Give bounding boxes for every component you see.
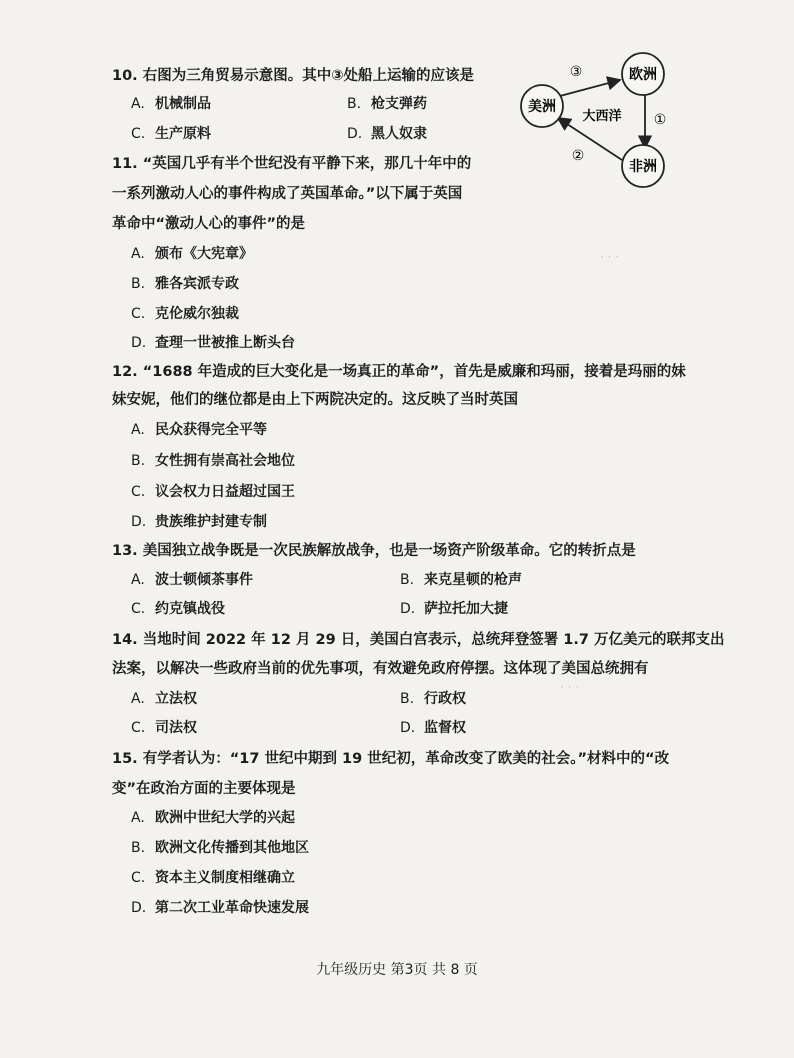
option-letter: B. — [400, 572, 415, 588]
q12-option-c[interactable] — [131, 482, 295, 502]
q12-option-b[interactable] — [131, 451, 295, 471]
option-letter: B. — [131, 276, 146, 292]
q11-stem-line-1: 11. “英国几乎有半个世纪没有平静下来，那几十年中的 — [112, 156, 472, 172]
option-letter: C. — [131, 720, 146, 736]
node-africa-label: 非洲 — [629, 159, 657, 175]
option-text: 贵族维护封建专制 — [155, 514, 267, 530]
option-letter: B. — [131, 453, 146, 469]
q15-option-d[interactable] — [131, 898, 309, 918]
option-letter: D. — [400, 720, 416, 736]
option-text: 行政权 — [424, 691, 466, 707]
option-letter: D. — [400, 601, 416, 617]
triangle-trade-diagram — [510, 52, 680, 192]
q11-option-d[interactable] — [131, 333, 295, 353]
q11-stem-line-2: 一系列激动人心的事件构成了英国革命。”以下属于英国 — [112, 186, 463, 202]
q10-option-c[interactable] — [131, 124, 211, 144]
node-america-label: 美洲 — [528, 99, 556, 115]
route-arrow-3 — [560, 80, 620, 96]
q14-option-a[interactable] — [131, 689, 197, 709]
route-mark-1: ① — [653, 112, 667, 128]
q14-option-c[interactable] — [131, 718, 197, 738]
q12-stem-line-2: 妹安妮，他们的继位都是由上下两院决定的。这反映了当时英国 — [112, 392, 518, 408]
q15-stem-line-2: 变”在政治方面的主要体现是 — [112, 781, 296, 797]
node-europe-label: 欧洲 — [629, 67, 657, 83]
q14-option-d[interactable] — [400, 718, 466, 738]
option-text: 监督权 — [424, 720, 466, 736]
option-letter: C. — [131, 601, 146, 617]
option-letter: A. — [131, 246, 145, 262]
option-text: 第二次工业革命快速发展 — [155, 900, 309, 916]
option-text: 克伦威尔独裁 — [155, 306, 239, 322]
q13-option-d[interactable] — [400, 599, 508, 619]
option-text: 欧洲中世纪大学的兴起 — [155, 810, 295, 826]
q15-option-b[interactable] — [131, 838, 309, 858]
q10-option-b[interactable] — [347, 94, 427, 114]
route-mark-2: ② — [571, 148, 585, 164]
option-text: 查理一世被推上断头台 — [155, 335, 295, 351]
option-letter: B. — [347, 96, 362, 112]
q11-option-b[interactable] — [131, 274, 239, 294]
option-letter: C. — [131, 306, 146, 322]
option-text: 黑人奴隶 — [371, 126, 427, 142]
bleed-through-text: · · · — [600, 250, 620, 264]
option-text: 枪支弹药 — [371, 96, 427, 112]
q10-stem: 10. 右图为三角贸易示意图。其中③处船上运输的应该是 — [112, 68, 475, 84]
page-footer: 九年级历史 第3页 共 8 页 — [316, 962, 478, 978]
q14-option-b[interactable] — [400, 689, 466, 709]
option-letter: A. — [131, 572, 145, 588]
q11-option-a[interactable] — [131, 244, 253, 264]
option-letter: C. — [131, 484, 146, 500]
q15-option-c[interactable] — [131, 868, 295, 888]
q13-option-b[interactable] — [400, 570, 522, 590]
q14-stem-line-2: 法案，以解决一些政府当前的优先事项，有效避免政府停摆。这体现了美国总统拥有 — [112, 661, 649, 677]
option-text: 萨拉托加大捷 — [424, 601, 508, 617]
q11-stem-line-3: 革命中“激动人心的事件”的是 — [112, 216, 306, 232]
option-letter: D. — [131, 514, 147, 530]
ocean-label: 大西洋 — [582, 109, 622, 124]
option-letter: A. — [131, 422, 145, 438]
option-text: 雅各宾派专政 — [155, 276, 239, 292]
q13-option-c[interactable] — [131, 599, 225, 619]
option-text: 欧洲文化传播到其他地区 — [155, 840, 309, 856]
option-text: 司法权 — [155, 720, 197, 736]
option-letter: D. — [131, 335, 147, 351]
option-text: 议会权力日益超过国王 — [155, 484, 295, 500]
route-arrow-2 — [558, 118, 622, 160]
option-letter: A. — [131, 691, 145, 707]
q11-option-c[interactable] — [131, 304, 239, 324]
q12-stem-line-1: 12. “1688 年造成的巨大变化是一场真正的革命”，首先是威廉和玛丽，接着是玛丽的妹 — [112, 364, 686, 380]
option-letter: C. — [131, 126, 146, 142]
option-letter: D. — [347, 126, 363, 142]
q10-option-d[interactable] — [347, 124, 427, 144]
option-text: 女性拥有崇高社会地位 — [155, 453, 295, 469]
option-letter: B. — [131, 840, 146, 856]
option-text: 颁布《大宪章》 — [155, 246, 253, 262]
option-text: 民众获得完全平等 — [155, 422, 267, 438]
option-text: 波士顿倾茶事件 — [155, 572, 253, 588]
bleed-through-text: · · · — [560, 680, 580, 694]
q14-stem-line-1: 14. 当地时间 2022 年 12 月 29 日，美国白宫表示，总统拜登签署 1.7 万亿美元的联邦支出 — [112, 632, 725, 648]
option-text: 约克镇战役 — [155, 601, 225, 617]
q15-option-a[interactable] — [131, 808, 295, 828]
q10-option-a[interactable] — [131, 94, 211, 114]
option-text: 生产原料 — [155, 126, 211, 142]
q12-option-d[interactable] — [131, 512, 267, 532]
option-letter: C. — [131, 870, 146, 886]
option-text: 来克星顿的枪声 — [424, 572, 522, 588]
option-letter: D. — [131, 900, 147, 916]
option-letter: A. — [131, 810, 145, 826]
option-text: 立法权 — [155, 691, 197, 707]
q13-stem: 13. 美国独立战争既是一次民族解放战争，也是一场资产阶级革命。它的转折点是 — [112, 543, 636, 559]
q12-option-a[interactable] — [131, 420, 267, 440]
option-letter: A. — [131, 96, 145, 112]
option-letter: B. — [400, 691, 415, 707]
q15-stem-line-1: 15. 有学者认为：“17 世纪中期到 19 世纪初，革命改变了欧美的社会。”材料中的“改 — [112, 751, 670, 767]
route-mark-3: ③ — [569, 64, 583, 80]
option-text: 资本主义制度相继确立 — [155, 870, 295, 886]
q13-option-a[interactable] — [131, 570, 253, 590]
option-text: 机械制品 — [155, 96, 211, 112]
